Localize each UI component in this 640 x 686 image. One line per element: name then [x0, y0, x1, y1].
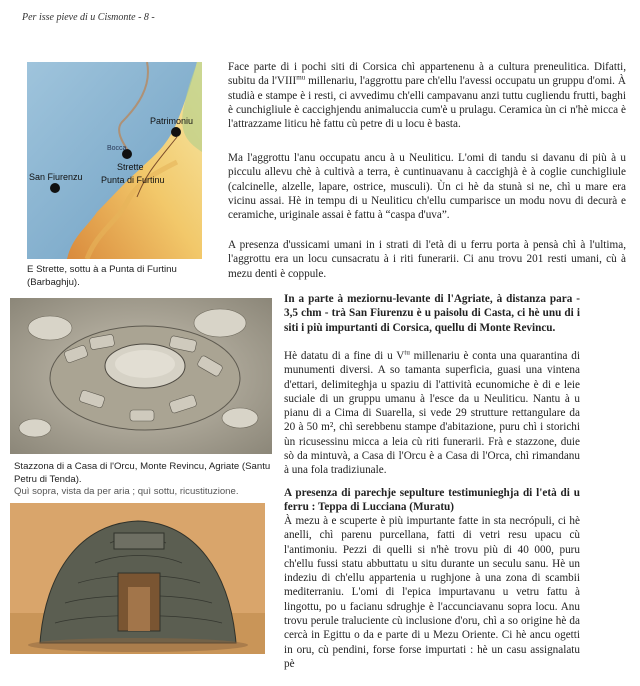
- label-strette: Strette: [117, 162, 144, 172]
- label-road: Bocca: [107, 145, 127, 152]
- stazzona-caption: Stazzona di a Casa di l'Orcu, Monte Revincu, Agriate (Santu Petru di Tenda). Quì sopra, vista da per aria ; quì sottu, ricustituzione.: [14, 461, 271, 497]
- patrimoniu-marker: [171, 127, 181, 137]
- label-san-fiurenzu: San Fiurenzu: [29, 172, 83, 182]
- label-punta-di-furtinu: Punta di Furtinu: [101, 175, 165, 185]
- map-caption: E Strette, sottu à a Punta di Furtinu (Barbaghju).: [27, 264, 177, 288]
- reconstruction-image: [10, 503, 265, 654]
- paragraph-1: Face parte di i pochi siti di Corsica chì appartenenu à a cultura preneulitica. Difatti, subitu da $l'VIII^{mu}$ millenariu, l'aggrottu pare ch'ellu l'avessi occupatu un gruppu d'omi. À studià e stampe è i resti, ci avvedimu ch'elli campavanu anzi tuttu cugliendu frutti, baghi è cunchigliule è caccighjendu animaluccia cum'è u prulagu. Ceramica ùn ci n'hè micca è l'attrazzame liticu hè fattu cù petre di u locu è basta.: [228, 61, 626, 131]
- paragraph-3: A presenza d'ussicami umani in i strati di l'età di u ferru porta à pensà chì à l'ultima, l'aggrottu era un locu cunsacratu à i riti funerarii. Ci anu trovu 201 resti umani, cù à mezu denti è coppule.: [228, 239, 626, 280]
- running-head: Per isse pieve di u Cismonte - 8 -: [22, 12, 155, 23]
- heading-teppa-di-lucciana: A presenza di parechje sepulture testimunieghja di l'età di u ferru : Teppa di Lucciana (Muratu): [284, 487, 580, 514]
- san-fiurenzu-marker: [50, 183, 60, 193]
- paragraph-2: Ma l'aggrottu l'anu occupatu ancu à u Neuliticu. L'omi di tandu si davanu di più à u picculu allevu chè à cultivà a terra, è cuntinuavanu à caccighjà è à coglie cunchigliule (calcinelle, alzelle, lapare, ostrice, musculi). Ùn ci hè da stunà si ne, chì u mare era vicinu assai. Hè in tempu di u Neuliticu ch'ellu cumparisce un modu novu di decurà e ceramiche, uriginale assai è fattu à “caspa d'uva”.: [228, 152, 626, 222]
- aerial-photo: [10, 298, 272, 454]
- paragraph-5: À mezu à e scuperte è più impurtante fatte in sta necrópuli, ci hè anelli, chì parenu purcellana, fatti di vetri resu upacu cù l'antimoniu. Pezzi di quelli si n'hè trovu più di 40 000, puru ch'ellu fussi statu abbuttatu u situ durante un seculu sanu. Hè un indeziu di ch'ellu appartenia u rughjone à una zona di scambii mediterraniu. L'omi di l'epica impurtavanu u vetru fattu à lingottu, po u facianu sdrughje è l'accunciavanu sopra locu. Anu trovu perule traluciente cù inclusione d'oru, chì a so origine hè da cercà in Egittu o da e parte di u Mezu Oriente. Ci hè ancu ogetti in oru, cù pendini, forse forse impurtati : hè un casu assignalatu pè: [284, 515, 580, 670]
- map-figure: [27, 62, 202, 259]
- label-patrimoniu: Patrimoniu: [150, 116, 194, 126]
- paragraph-4: Hè datatu di a fine di u $V^{tu}$ millenariu è conta una quarantina di munumenti diversi. A so tamanta superficia, guasi una vintena d'ettari, delimiteghja u spaziu di l'attività ecunomiche è di e leie suciale di un gruppu umanu à l'esce da u Neuliticu. Nantu à u pianu di a Cima di Suarella, si vede 29 strutture rettangulare da 20 à 50 m², chì serebbenu stampe d'abitazione, puru chì i storichi ùn ricusessinu micca a leia cù riti funerarii. Frà e stazzone, duie sò da mintuvà, a Casa di l'Orcu è a Casa di l'Orca, chì rimandanu à una fola tradiziunale.: [284, 348, 580, 477]
- relief-map: [27, 62, 202, 259]
- heading-monte-revincu: In a parte à meziornu-levante di l'Agriate, à distanza para - 3,5 chm - trà San Fiurenzu è u paisolu di Casta, ci hè unu di i siti i più impurtanti di Corsica, quellu di Monte Revincu.: [284, 293, 580, 334]
